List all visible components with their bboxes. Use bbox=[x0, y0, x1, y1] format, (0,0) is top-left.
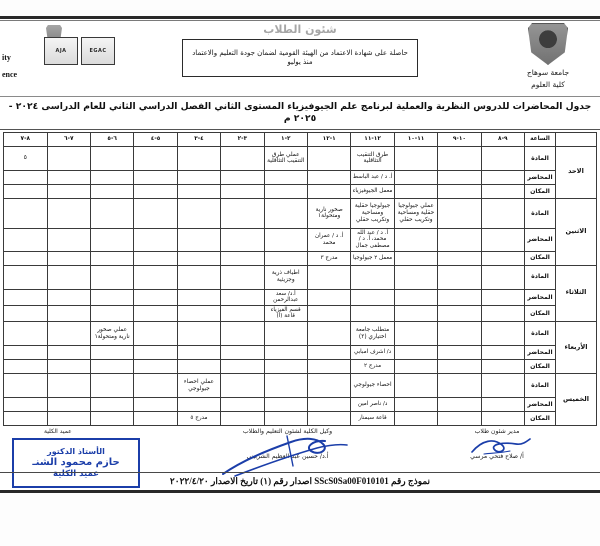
cell-الاثنين-place-7 bbox=[177, 251, 220, 265]
cell-الاثنين-place-5 bbox=[264, 251, 307, 265]
cell-الثلاثاء-lecturer-11 bbox=[4, 289, 48, 305]
form-prefix: نموذج رقم bbox=[391, 476, 431, 486]
cell-الثلاثاء-place-3 bbox=[351, 305, 394, 321]
cell-الاحد-lecturer-4 bbox=[307, 170, 350, 184]
cell-الخميس-lecturer-4 bbox=[307, 398, 350, 412]
cell-الأربعاء-lecturer-1 bbox=[438, 346, 481, 360]
cell-الاحد-subject-7 bbox=[177, 146, 220, 170]
cell-الخميس-place-9 bbox=[90, 412, 133, 426]
stamp-line-3: عميد الكلية bbox=[53, 469, 99, 479]
cell-الخميس-subject-8 bbox=[134, 374, 177, 398]
row-label-subject: المادة bbox=[525, 198, 556, 228]
cell-الخميس-subject-7: عملي احصاء جيولوجي bbox=[177, 374, 220, 398]
cell-الأربعاء-place-3: مدرج ٢ bbox=[351, 360, 394, 374]
cell-الخميس-lecturer-0 bbox=[481, 398, 524, 412]
schedule-table-wrap bbox=[0, 130, 600, 426]
schedule-row-place bbox=[4, 412, 597, 426]
row-label-lecturer: المحاضر bbox=[525, 170, 556, 184]
time-slot-11: ٨-٧ bbox=[4, 132, 48, 146]
time-slot-7: ٤-٣ bbox=[177, 132, 220, 146]
row-label-subject: المادة bbox=[525, 265, 556, 289]
cell-الاثنين-place-9 bbox=[90, 251, 133, 265]
cell-الثلاثاء-subject-1 bbox=[438, 265, 481, 289]
cell-الثلاثاء-lecturer-6 bbox=[221, 289, 264, 305]
hour-label-cell: الساعة bbox=[525, 132, 556, 146]
time-slot-5: ٢-١ bbox=[264, 132, 307, 146]
cell-الأربعاء-place-7 bbox=[177, 360, 220, 374]
cell-الاحد-lecturer-9 bbox=[90, 170, 133, 184]
cell-الخميس-lecturer-7 bbox=[177, 398, 220, 412]
watermark-title: شئون الطلاب bbox=[263, 23, 337, 36]
cell-الأربعاء-lecturer-3: د/ اشرف امبابي bbox=[351, 346, 394, 360]
cell-الاثنين-place-0 bbox=[481, 251, 524, 265]
student-affairs-name: أ/ صلاح فتحي مرسي bbox=[470, 453, 524, 460]
cell-الاثنين-place-2 bbox=[394, 251, 437, 265]
cell-الأربعاء-place-6 bbox=[221, 360, 264, 374]
cell-الأربعاء-subject-1 bbox=[438, 322, 481, 346]
day-name-الخميس: الخميس bbox=[556, 374, 597, 426]
cell-الثلاثاء-lecturer-3 bbox=[351, 289, 394, 305]
cell-الخميس-lecturer-9 bbox=[90, 398, 133, 412]
day-name-الثلاثاء: الثلاثاء bbox=[556, 265, 597, 321]
cell-الخميس-subject-4 bbox=[307, 374, 350, 398]
cell-الأربعاء-lecturer-6 bbox=[221, 346, 264, 360]
row-label-lecturer: المحاضر bbox=[525, 398, 556, 412]
schedule-row-lecturer bbox=[4, 346, 597, 360]
cell-الخميس-place-3: قاعة سيمنار bbox=[351, 412, 394, 426]
row-label-subject: المادة bbox=[525, 374, 556, 398]
cell-الأربعاء-subject-11 bbox=[4, 322, 48, 346]
cell-الثلاثاء-lecturer-4 bbox=[307, 289, 350, 305]
university-crest-icon bbox=[528, 23, 568, 65]
time-slot-3: ١٢-١١ bbox=[351, 132, 394, 146]
cell-الاثنين-subject-7 bbox=[177, 198, 220, 228]
cell-الخميس-place-11 bbox=[4, 412, 48, 426]
cell-الثلاثاء-subject-11 bbox=[4, 265, 48, 289]
dean-role-label: عميد الكلية bbox=[44, 428, 72, 435]
cell-الاثنين-place-8 bbox=[134, 251, 177, 265]
cell-الخميس-place-1 bbox=[438, 412, 481, 426]
cell-الاثنين-lecturer-5 bbox=[264, 228, 307, 251]
faculty-name-en: ence bbox=[2, 70, 18, 79]
cell-الأربعاء-subject-9: عملي صخور نارية ومتحولة١ bbox=[90, 322, 133, 346]
cell-الخميس-subject-5 bbox=[264, 374, 307, 398]
cell-الاثنين-place-1 bbox=[438, 251, 481, 265]
signature-student-affairs bbox=[402, 428, 592, 460]
cell-الثلاثاء-lecturer-8 bbox=[134, 289, 177, 305]
cell-الاثنين-subject-11 bbox=[4, 198, 48, 228]
cell-الثلاثاء-place-2 bbox=[394, 305, 437, 321]
schedule-row-lecturer bbox=[4, 398, 597, 412]
cell-الثلاثاء-subject-2 bbox=[394, 265, 437, 289]
cell-الاحد-place-0 bbox=[481, 184, 524, 198]
cell-الثلاثاء-place-10 bbox=[47, 305, 90, 321]
cell-الأربعاء-subject-2 bbox=[394, 322, 437, 346]
cell-الخميس-subject-3: احصاء جيولوجي bbox=[351, 374, 394, 398]
time-slot-0: ٩-٨ bbox=[481, 132, 524, 146]
cell-الثلاثاء-subject-7 bbox=[177, 265, 220, 289]
cell-الخميس-subject-6 bbox=[221, 374, 264, 398]
row-label-lecturer: المحاضر bbox=[525, 228, 556, 251]
form-code: SScS0Sa00F010101 bbox=[314, 476, 389, 486]
cell-الأربعاء-place-1 bbox=[438, 360, 481, 374]
cell-الاحد-subject-3: طرق التنقيب التثاقلية bbox=[351, 146, 394, 170]
cell-الثلاثاء-place-4 bbox=[307, 305, 350, 321]
row-label-lecturer: المحاضر bbox=[525, 346, 556, 360]
cell-الخميس-lecturer-3: د/ ناصر امين bbox=[351, 398, 394, 412]
signature-vice-dean bbox=[180, 428, 395, 460]
cell-الأربعاء-lecturer-0 bbox=[481, 346, 524, 360]
cell-الخميس-lecturer-8 bbox=[134, 398, 177, 412]
cell-الخميس-place-7: مدرج ٥ bbox=[177, 412, 220, 426]
cell-الخميس-place-6 bbox=[221, 412, 264, 426]
cell-الاثنين-subject-2: عملي جيولوجيا حقلية ومساحية وتكريب حقلي bbox=[394, 198, 437, 228]
student-affairs-role: مدير شئون طلاب bbox=[474, 428, 520, 435]
cell-الثلاثاء-place-1 bbox=[438, 305, 481, 321]
cell-الاحد-place-1 bbox=[438, 184, 481, 198]
cell-الاحد-subject-6 bbox=[221, 146, 264, 170]
day-name-الأربعاء: الأربعاء bbox=[556, 322, 597, 374]
cell-الثلاثاء-place-5: قسم الفيزياء قاعة (أ) bbox=[264, 305, 307, 321]
cell-الاحد-lecturer-10 bbox=[47, 170, 90, 184]
time-slot-9: ٦-٥ bbox=[90, 132, 133, 146]
cell-الاثنين-subject-10 bbox=[47, 198, 90, 228]
cell-الثلاثاء-lecturer-1 bbox=[438, 289, 481, 305]
cell-الأربعاء-lecturer-7 bbox=[177, 346, 220, 360]
cell-الثلاثاء-place-6 bbox=[221, 305, 264, 321]
cell-الثلاثاء-subject-3 bbox=[351, 265, 394, 289]
cell-الاحد-lecturer-7 bbox=[177, 170, 220, 184]
cell-الاثنين-lecturer-11 bbox=[4, 228, 48, 251]
cell-الاثنين-subject-6 bbox=[221, 198, 264, 228]
cell-الخميس-place-4 bbox=[307, 412, 350, 426]
stamp-line-1: الأستاذ الدكتور bbox=[47, 447, 105, 456]
university-name-en: ity bbox=[2, 53, 11, 62]
corner-blank-cell bbox=[556, 132, 597, 146]
cell-الأربعاء-lecturer-9 bbox=[90, 346, 133, 360]
time-slot-10: ٧-٦ bbox=[47, 132, 90, 146]
cell-الثلاثاء-place-7 bbox=[177, 305, 220, 321]
row-label-place: المكان bbox=[525, 251, 556, 265]
schedule-row-subject bbox=[4, 265, 597, 289]
cell-الاحد-subject-1 bbox=[438, 146, 481, 170]
document-header bbox=[0, 19, 600, 97]
time-header-row bbox=[4, 132, 597, 146]
schedule-row-place bbox=[4, 305, 597, 321]
cell-الاثنين-lecturer-6 bbox=[221, 228, 264, 251]
cell-الخميس-lecturer-6 bbox=[221, 398, 264, 412]
cell-الأربعاء-subject-0 bbox=[481, 322, 524, 346]
cell-الخميس-place-10 bbox=[47, 412, 90, 426]
cell-الثلاثاء-place-8 bbox=[134, 305, 177, 321]
cell-الثلاثاء-subject-10 bbox=[47, 265, 90, 289]
cell-الاحد-subject-8 bbox=[134, 146, 177, 170]
cell-الاثنين-subject-1 bbox=[438, 198, 481, 228]
row-label-place: المكان bbox=[525, 305, 556, 321]
cell-الأربعاء-place-4 bbox=[307, 360, 350, 374]
cell-الأربعاء-subject-5 bbox=[264, 322, 307, 346]
cell-الثلاثاء-place-11 bbox=[4, 305, 48, 321]
cell-الاحد-lecturer-5 bbox=[264, 170, 307, 184]
cell-الاحد-subject-2 bbox=[394, 146, 437, 170]
cell-الخميس-lecturer-5 bbox=[264, 398, 307, 412]
cell-الاحد-place-11 bbox=[4, 184, 48, 198]
schedule-table-head bbox=[4, 132, 597, 146]
row-label-lecturer: المحاضر bbox=[525, 289, 556, 305]
university-name-ar: جامعة سوهاج bbox=[526, 68, 570, 77]
stamp-line-2: حازم محمود الشنـ bbox=[32, 457, 120, 468]
cell-الخميس-place-5 bbox=[264, 412, 307, 426]
cell-الاحد-subject-11: ٥ bbox=[4, 146, 48, 170]
cell-الأربعاء-lecturer-8 bbox=[134, 346, 177, 360]
cell-الثلاثاء-lecturer-5: أ.د/ سعد عبدالرحمن bbox=[264, 289, 307, 305]
cell-الاحد-place-2 bbox=[394, 184, 437, 198]
cell-الاحد-lecturer-0 bbox=[481, 170, 524, 184]
cell-الخميس-lecturer-11 bbox=[4, 398, 48, 412]
cell-الأربعاء-subject-3: متطلب جامعة اختياري (٢) bbox=[351, 322, 394, 346]
cell-الأربعاء-place-8 bbox=[134, 360, 177, 374]
row-label-place: المكان bbox=[525, 360, 556, 374]
time-slot-2: ١١-١٠ bbox=[394, 132, 437, 146]
row-label-subject: المادة bbox=[525, 322, 556, 346]
schedule-row-lecturer bbox=[4, 170, 597, 184]
cell-الاثنين-subject-0 bbox=[481, 198, 524, 228]
cell-الاثنين-lecturer-2 bbox=[394, 228, 437, 251]
schedule-table-body bbox=[4, 146, 597, 425]
cell-الخميس-place-8 bbox=[134, 412, 177, 426]
cell-الثلاثاء-lecturer-7 bbox=[177, 289, 220, 305]
cell-الاحد-lecturer-8 bbox=[134, 170, 177, 184]
cell-الاثنين-lecturer-7 bbox=[177, 228, 220, 251]
cell-الثلاثاء-subject-5: اطياف ذرية وجزيئية bbox=[264, 265, 307, 289]
cell-الاثنين-lecturer-3: أ. د / عبد الله محمد، أ. د / مصطفى جمال bbox=[351, 228, 394, 251]
cell-الاحد-lecturer-11 bbox=[4, 170, 48, 184]
cell-الأربعاء-lecturer-4 bbox=[307, 346, 350, 360]
schedule-row-place bbox=[4, 251, 597, 265]
time-slot-6: ٣-٢ bbox=[221, 132, 264, 146]
cell-الأربعاء-subject-8 bbox=[134, 322, 177, 346]
cell-الأربعاء-place-9 bbox=[90, 360, 133, 374]
cell-الاثنين-lecturer-0 bbox=[481, 228, 524, 251]
cell-الأربعاء-place-0 bbox=[481, 360, 524, 374]
cell-الثلاثاء-place-0 bbox=[481, 305, 524, 321]
cell-الخميس-subject-11 bbox=[4, 374, 48, 398]
cell-الخميس-subject-9 bbox=[90, 374, 133, 398]
cell-الثلاثاء-subject-8 bbox=[134, 265, 177, 289]
cell-الثلاثاء-subject-4 bbox=[307, 265, 350, 289]
row-label-place: المكان bbox=[525, 184, 556, 198]
row-label-subject: المادة bbox=[525, 146, 556, 170]
row-label-place: المكان bbox=[525, 412, 556, 426]
cell-الخميس-lecturer-2 bbox=[394, 398, 437, 412]
cell-الاحد-lecturer-2 bbox=[394, 170, 437, 184]
time-slot-4: ١-١٢ bbox=[307, 132, 350, 146]
cell-الاحد-subject-0 bbox=[481, 146, 524, 170]
cell-الخميس-subject-1 bbox=[438, 374, 481, 398]
schedule-row-place bbox=[4, 184, 597, 198]
cell-الأربعاء-lecturer-10 bbox=[47, 346, 90, 360]
cell-الاثنين-lecturer-1 bbox=[438, 228, 481, 251]
cell-الاثنين-subject-3: جيولوجيا حقلية ومساحية وتكريب حقلي bbox=[351, 198, 394, 228]
cell-الاثنين-place-11 bbox=[4, 251, 48, 265]
cell-الخميس-lecturer-10 bbox=[47, 398, 90, 412]
cell-الثلاثاء-lecturer-0 bbox=[481, 289, 524, 305]
schedule-row-subject bbox=[4, 146, 597, 170]
cell-الأربعاء-subject-7 bbox=[177, 322, 220, 346]
cell-الاثنين-subject-4: صخور نارية ومتحولة١ bbox=[307, 198, 350, 228]
schedule-row-lecturer bbox=[4, 289, 597, 305]
schedule-title: جدول المحاضرات للدروس النظرية والعملية لبرنامج علم الجيوفيزياء المستوى الثاني الفصل الدراسي الثاني للعام الدراسى ٢٠٢٤ - ٢٠٢٥ م bbox=[0, 97, 600, 130]
cell-الثلاثاء-subject-9 bbox=[90, 265, 133, 289]
schedule-row-lecturer bbox=[4, 228, 597, 251]
header-right-identity bbox=[502, 23, 594, 89]
cell-الاحد-lecturer-1 bbox=[438, 170, 481, 184]
time-slot-8: ٥-٤ bbox=[134, 132, 177, 146]
cell-الاحد-place-4 bbox=[307, 184, 350, 198]
cell-الاحد-place-5 bbox=[264, 184, 307, 198]
cell-الاثنين-place-3: معمل ٢ جيولوجيا bbox=[351, 251, 394, 265]
header-center bbox=[105, 23, 495, 77]
cell-الاثنين-subject-5 bbox=[264, 198, 307, 228]
cell-الخميس-subject-10 bbox=[47, 374, 90, 398]
form-issue-date: ٢٠٢٢/٤/٢٠ bbox=[169, 476, 209, 486]
cell-الاثنين-place-10 bbox=[47, 251, 90, 265]
cell-الخميس-place-0 bbox=[481, 412, 524, 426]
cell-الاحد-place-7 bbox=[177, 184, 220, 198]
cell-الاحد-subject-10 bbox=[47, 146, 90, 170]
cell-الخميس-lecturer-1 bbox=[438, 398, 481, 412]
cell-الخميس-subject-2 bbox=[394, 374, 437, 398]
cell-الاثنين-lecturer-8 bbox=[134, 228, 177, 251]
cell-الخميس-subject-0 bbox=[481, 374, 524, 398]
schedule-table bbox=[3, 132, 597, 426]
cell-الأربعاء-place-2 bbox=[394, 360, 437, 374]
schedule-row-place bbox=[4, 360, 597, 374]
time-slot-1: ١٠-٩ bbox=[438, 132, 481, 146]
cell-الاحد-place-8 bbox=[134, 184, 177, 198]
cell-الاحد-place-3: معمل الجيوفيزياء bbox=[351, 184, 394, 198]
cell-الثلاثاء-lecturer-2 bbox=[394, 289, 437, 305]
cell-الاحد-lecturer-6 bbox=[221, 170, 264, 184]
day-name-الاثنين: الاثنين bbox=[556, 198, 597, 265]
schedule-row-subject bbox=[4, 322, 597, 346]
faculty-name-ar: كلية العلوم bbox=[531, 80, 565, 89]
vice-dean-name: أ.د/ حسين عبد العظيم الشربيني bbox=[246, 453, 329, 460]
cell-الأربعاء-subject-10 bbox=[47, 322, 90, 346]
cell-الاثنين-place-6 bbox=[221, 251, 264, 265]
cell-الثلاثاء-subject-6 bbox=[221, 265, 264, 289]
signature-area bbox=[0, 428, 600, 500]
cell-الأربعاء-place-5 bbox=[264, 360, 307, 374]
schedule-row-subject bbox=[4, 374, 597, 398]
cell-الاثنين-subject-8 bbox=[134, 198, 177, 228]
cell-الاحد-lecturer-3: أ. د / عبد الباسط bbox=[351, 170, 394, 184]
cell-الأربعاء-subject-6 bbox=[221, 322, 264, 346]
form-footer bbox=[0, 472, 600, 487]
aja-logo-icon: AJA bbox=[44, 37, 78, 65]
cell-الاحد-place-6 bbox=[221, 184, 264, 198]
cell-الاحد-subject-5: عملي طرق التنقيب التثاقلية bbox=[264, 146, 307, 170]
cell-الثلاثاء-lecturer-10 bbox=[47, 289, 90, 305]
cell-الأربعاء-lecturer-2 bbox=[394, 346, 437, 360]
form-issue: اصدار رقم (١) تاريخ الاصدار bbox=[211, 476, 312, 486]
cell-الأربعاء-place-11 bbox=[4, 360, 48, 374]
cell-الاحد-place-10 bbox=[47, 184, 90, 198]
cell-الأربعاء-place-10 bbox=[47, 360, 90, 374]
cell-الثلاثاء-place-9 bbox=[90, 305, 133, 321]
cell-الأربعاء-subject-4 bbox=[307, 322, 350, 346]
cell-الأربعاء-lecturer-11 bbox=[4, 346, 48, 360]
cell-الخميس-place-2 bbox=[394, 412, 437, 426]
cell-الاثنين-lecturer-4: أ. د / عمران محمد bbox=[307, 228, 350, 251]
egac-logo-icon: EGAC bbox=[81, 37, 115, 65]
cell-الثلاثاء-lecturer-9 bbox=[90, 289, 133, 305]
cell-الاحد-subject-9 bbox=[90, 146, 133, 170]
cell-الاحد-subject-4 bbox=[307, 146, 350, 170]
schedule-row-subject bbox=[4, 198, 597, 228]
cell-الاحد-place-9 bbox=[90, 184, 133, 198]
cell-الاثنين-subject-9 bbox=[90, 198, 133, 228]
cell-الاثنين-lecturer-9 bbox=[90, 228, 133, 251]
cell-الاثنين-lecturer-10 bbox=[47, 228, 90, 251]
day-name-الاحد: الاحد bbox=[556, 146, 597, 198]
vice-dean-role: وكيل الكلية لشئون التعليم والطلاب bbox=[242, 428, 333, 435]
accreditation-statement: حاصلة على شهادة الاعتماد من الهيئة القومية لضمان جودة التعليم والاعتماد منذ يوليو bbox=[182, 39, 418, 77]
cell-الأربعاء-lecturer-5 bbox=[264, 346, 307, 360]
document-sheet bbox=[0, 16, 600, 493]
cell-الاثنين-place-4: مدرج ٣ bbox=[307, 251, 350, 265]
cell-الثلاثاء-subject-0 bbox=[481, 265, 524, 289]
